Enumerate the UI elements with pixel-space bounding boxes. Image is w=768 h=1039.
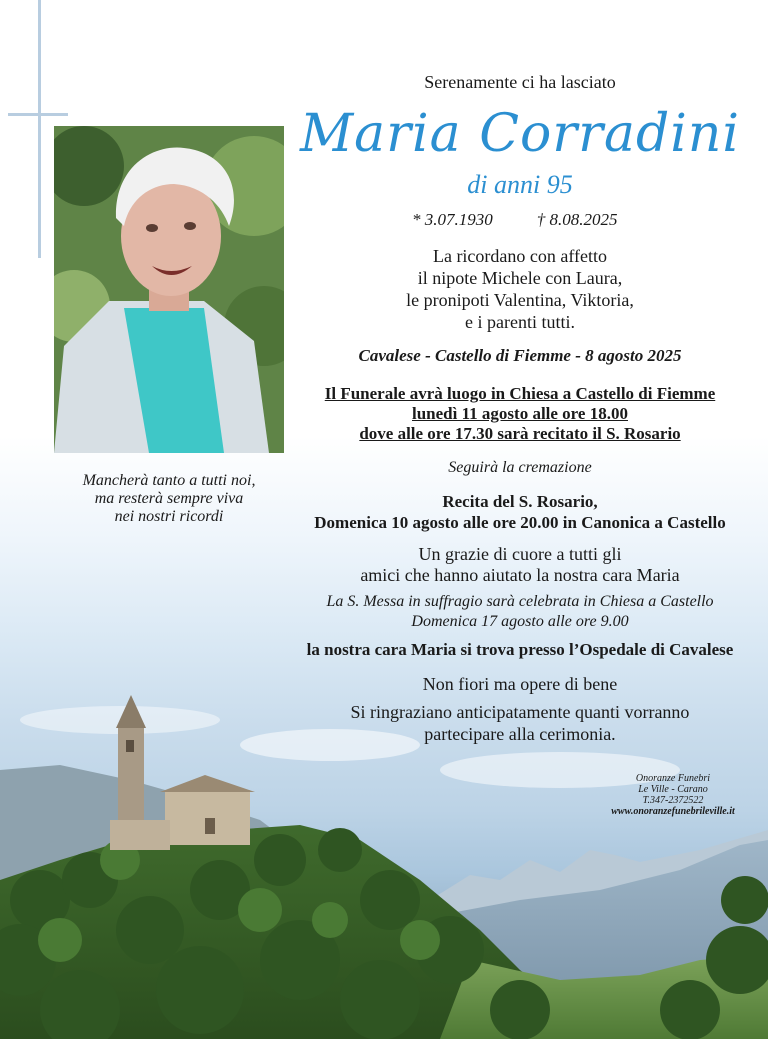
remembered-by bbox=[290, 245, 750, 333]
life-dates bbox=[412, 210, 662, 230]
cremation-note: Seguirà la cremazione bbox=[448, 459, 592, 476]
agency-phone: T.347-2372522 bbox=[642, 795, 704, 806]
thanks-line: amici che hanno aiutato la nostra cara Maria bbox=[360, 565, 680, 585]
mass-info bbox=[290, 592, 750, 632]
final-thanks-line: Si ringraziano anticipatamente quanti vorranno bbox=[350, 702, 690, 722]
agency-name: Onoranze Funebri bbox=[635, 773, 711, 784]
funeral-info bbox=[290, 384, 750, 444]
quote-line: Mancherà tanto a tutti noi, bbox=[82, 472, 256, 489]
rosary-info bbox=[290, 491, 750, 533]
agency-location: Le Ville - Carano bbox=[638, 784, 708, 795]
remember-line: e i parenti tutti. bbox=[465, 312, 575, 332]
thanks-note bbox=[290, 544, 750, 586]
remember-line: La ricordano con affetto bbox=[432, 246, 608, 266]
memorial-quote bbox=[54, 472, 284, 526]
quote-line: nei nostri ricordi bbox=[114, 508, 224, 525]
quote-line: ma resterà sempre viva bbox=[94, 490, 244, 507]
mass-line: Domenica 17 agosto alle ore 9.00 bbox=[411, 613, 629, 630]
death-date: † 8.08.2025 bbox=[536, 210, 618, 229]
remember-line: le pronipoti Valentina, Viktoria, bbox=[406, 290, 634, 310]
remember-line: il nipote Michele con Laura, bbox=[417, 268, 623, 288]
final-thanks-line: partecipare alla cerimonia. bbox=[424, 724, 616, 744]
thanks-line: Un grazie di cuore a tutti gli bbox=[418, 544, 622, 564]
no-flowers-note: Non fiori ma opere di bene bbox=[422, 674, 618, 694]
funeral-line: Il Funerale avrà luogo in Chiesa a Castello di Fiemme bbox=[324, 384, 716, 403]
deceased-name: Maria Corradini bbox=[299, 104, 741, 164]
funeral-line: lunedì 11 agosto alle ore 18.00 bbox=[412, 404, 628, 423]
funeral-agency bbox=[588, 773, 758, 817]
rosary-line: Domenica 10 agosto alle ore 20.00 in Canonica a Castello bbox=[314, 513, 726, 532]
funeral-line: dove alle ore 17.30 sarà recitato il S. Rosario bbox=[359, 424, 681, 443]
birth-date: * 3.07.1930 bbox=[412, 210, 493, 229]
final-thanks bbox=[290, 701, 750, 745]
agency-website: www.onoranzefunebrileville.it bbox=[611, 806, 735, 817]
intro-text: Serenamente ci ha lasciato bbox=[424, 72, 616, 92]
hospital-note: la nostra cara Maria si trova presso l’Ospedale di Cavalese bbox=[306, 640, 734, 659]
mass-line: La S. Messa in suffragio sarà celebrata in Chiesa a Castello bbox=[326, 593, 714, 610]
rosary-line: Recita del S. Rosario, bbox=[442, 492, 598, 511]
age-text: di anni 95 bbox=[467, 170, 573, 199]
portrait-photo bbox=[54, 126, 284, 453]
place-date: Cavalese - Castello di Fiemme - 8 agosto 2025 bbox=[358, 346, 682, 365]
